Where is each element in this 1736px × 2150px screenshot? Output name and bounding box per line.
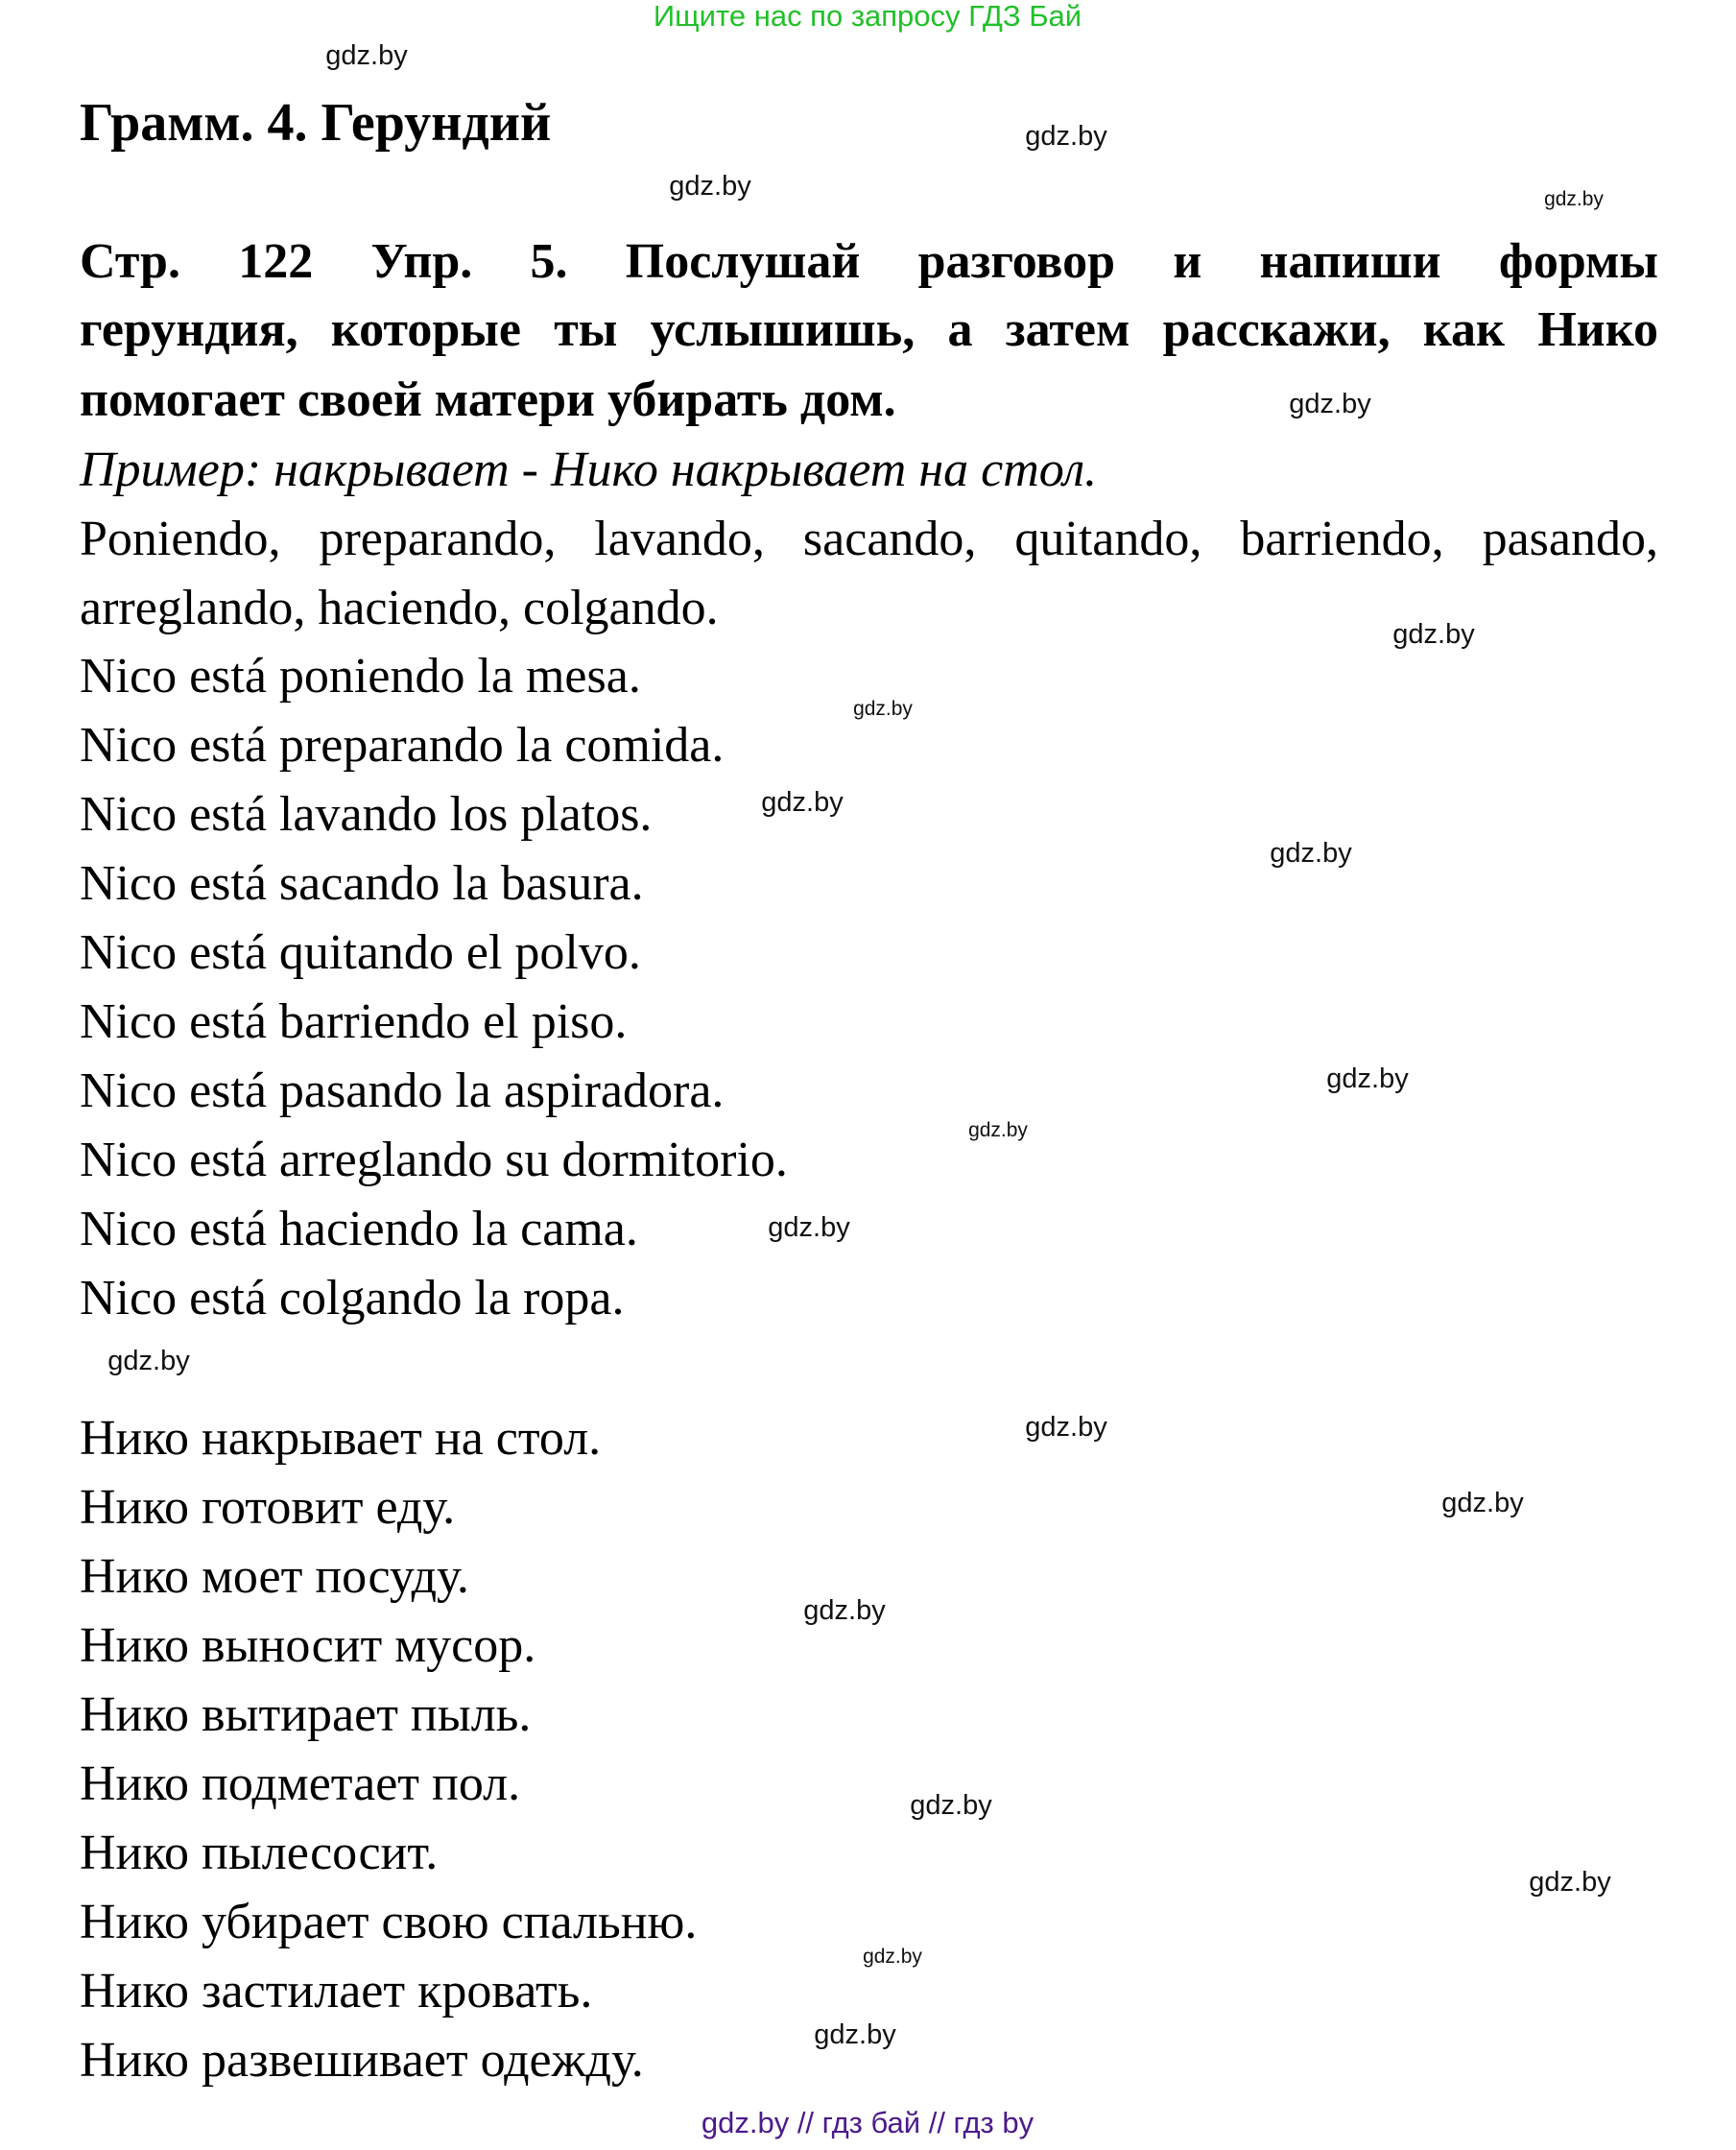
spanish-sentence: Nico está barriendo el piso. [80, 994, 628, 1049]
page-title: Грамм. 4. Герундий [80, 93, 552, 153]
russian-sentence: Нико накрывает на стол. [80, 1411, 602, 1466]
watermark: gdz.by [1529, 1867, 1611, 1898]
watermark: gdz.by [853, 698, 913, 720]
watermark: gdz.by [1270, 838, 1352, 869]
task-line-2: герундия, которые ты услышишь, а затем расскажи, как Нико [80, 302, 1658, 357]
watermark: gdz.by [1441, 1488, 1524, 1518]
example-line: Пример: накрывает - Нико накрывает на стол. [80, 442, 1098, 497]
watermark: gdz.by [1289, 389, 1371, 419]
watermark: gdz.by [107, 1346, 190, 1376]
watermark: gdz.by [803, 1595, 886, 1626]
watermark: gdz.by [1025, 1412, 1107, 1443]
russian-sentence: Нико моет посуду. [80, 1549, 469, 1604]
spanish-sentence: Nico está poniendo la mesa. [80, 649, 641, 704]
watermark: gdz.by [863, 1946, 922, 1968]
watermark: gdz.by [1025, 121, 1107, 152]
russian-sentence: Нико вытирает пыль. [80, 1687, 532, 1742]
spanish-sentence: Nico está preparando la comida. [80, 718, 725, 773]
gerunds-line-1: Poniendo, preparando, lavando, sacando, quitando, barriendo, pasando, [80, 512, 1658, 566]
russian-sentence: Нико выносит мусор. [80, 1618, 536, 1673]
russian-sentence: Нико готовит еду. [80, 1480, 456, 1535]
russian-sentence: Нико развешивает одежду. [80, 2033, 644, 2088]
watermark: gdz.by [325, 40, 408, 71]
watermark: gdz.by [910, 1790, 992, 1821]
watermark: gdz.by [968, 1119, 1028, 1141]
spanish-sentence: Nico está arreglando su dormitorio. [80, 1133, 788, 1187]
watermark: gdz.by [1392, 619, 1475, 650]
russian-sentence: Нико подметает пол. [80, 1756, 521, 1811]
watermark: gdz.by [1326, 1063, 1409, 1094]
spanish-sentence: Nico está quitando el polvo. [80, 925, 641, 980]
task-line-3: помогает своей матери убирать дом. [80, 372, 896, 427]
russian-sentence: Нико застилает кровать. [80, 1964, 593, 2019]
footer-links: gdz.by // гдз бай // гдз by [701, 2106, 1034, 2139]
spanish-sentence: Nico está haciendo la cama. [80, 1202, 638, 1256]
gerunds-line-2: arreglando, haciendo, colgando. [80, 581, 719, 635]
spanish-sentence: Nico está lavando los platos. [80, 787, 653, 842]
watermark: gdz.by [814, 2019, 896, 2050]
task-line-1: Стр. 122 Упр. 5. Послушай разговор и напиши формы [80, 234, 1658, 289]
spanish-sentence: Nico está pasando la aspiradora. [80, 1063, 725, 1118]
spanish-sentence: Nico está sacando la basura. [80, 856, 644, 911]
watermark: gdz.by [768, 1212, 850, 1243]
search-hint-banner: Ищите нас по запросу ГДЗ Бай [653, 0, 1082, 33]
russian-sentence: Нико пылесосит. [80, 1826, 439, 1880]
watermark: gdz.by [669, 171, 751, 202]
watermark: gdz.by [1544, 188, 1604, 210]
watermark: gdz.by [761, 787, 844, 818]
spanish-sentence: Nico está colgando la ropa. [80, 1271, 625, 1326]
russian-sentence: Нико убирает свою спальню. [80, 1895, 698, 1949]
